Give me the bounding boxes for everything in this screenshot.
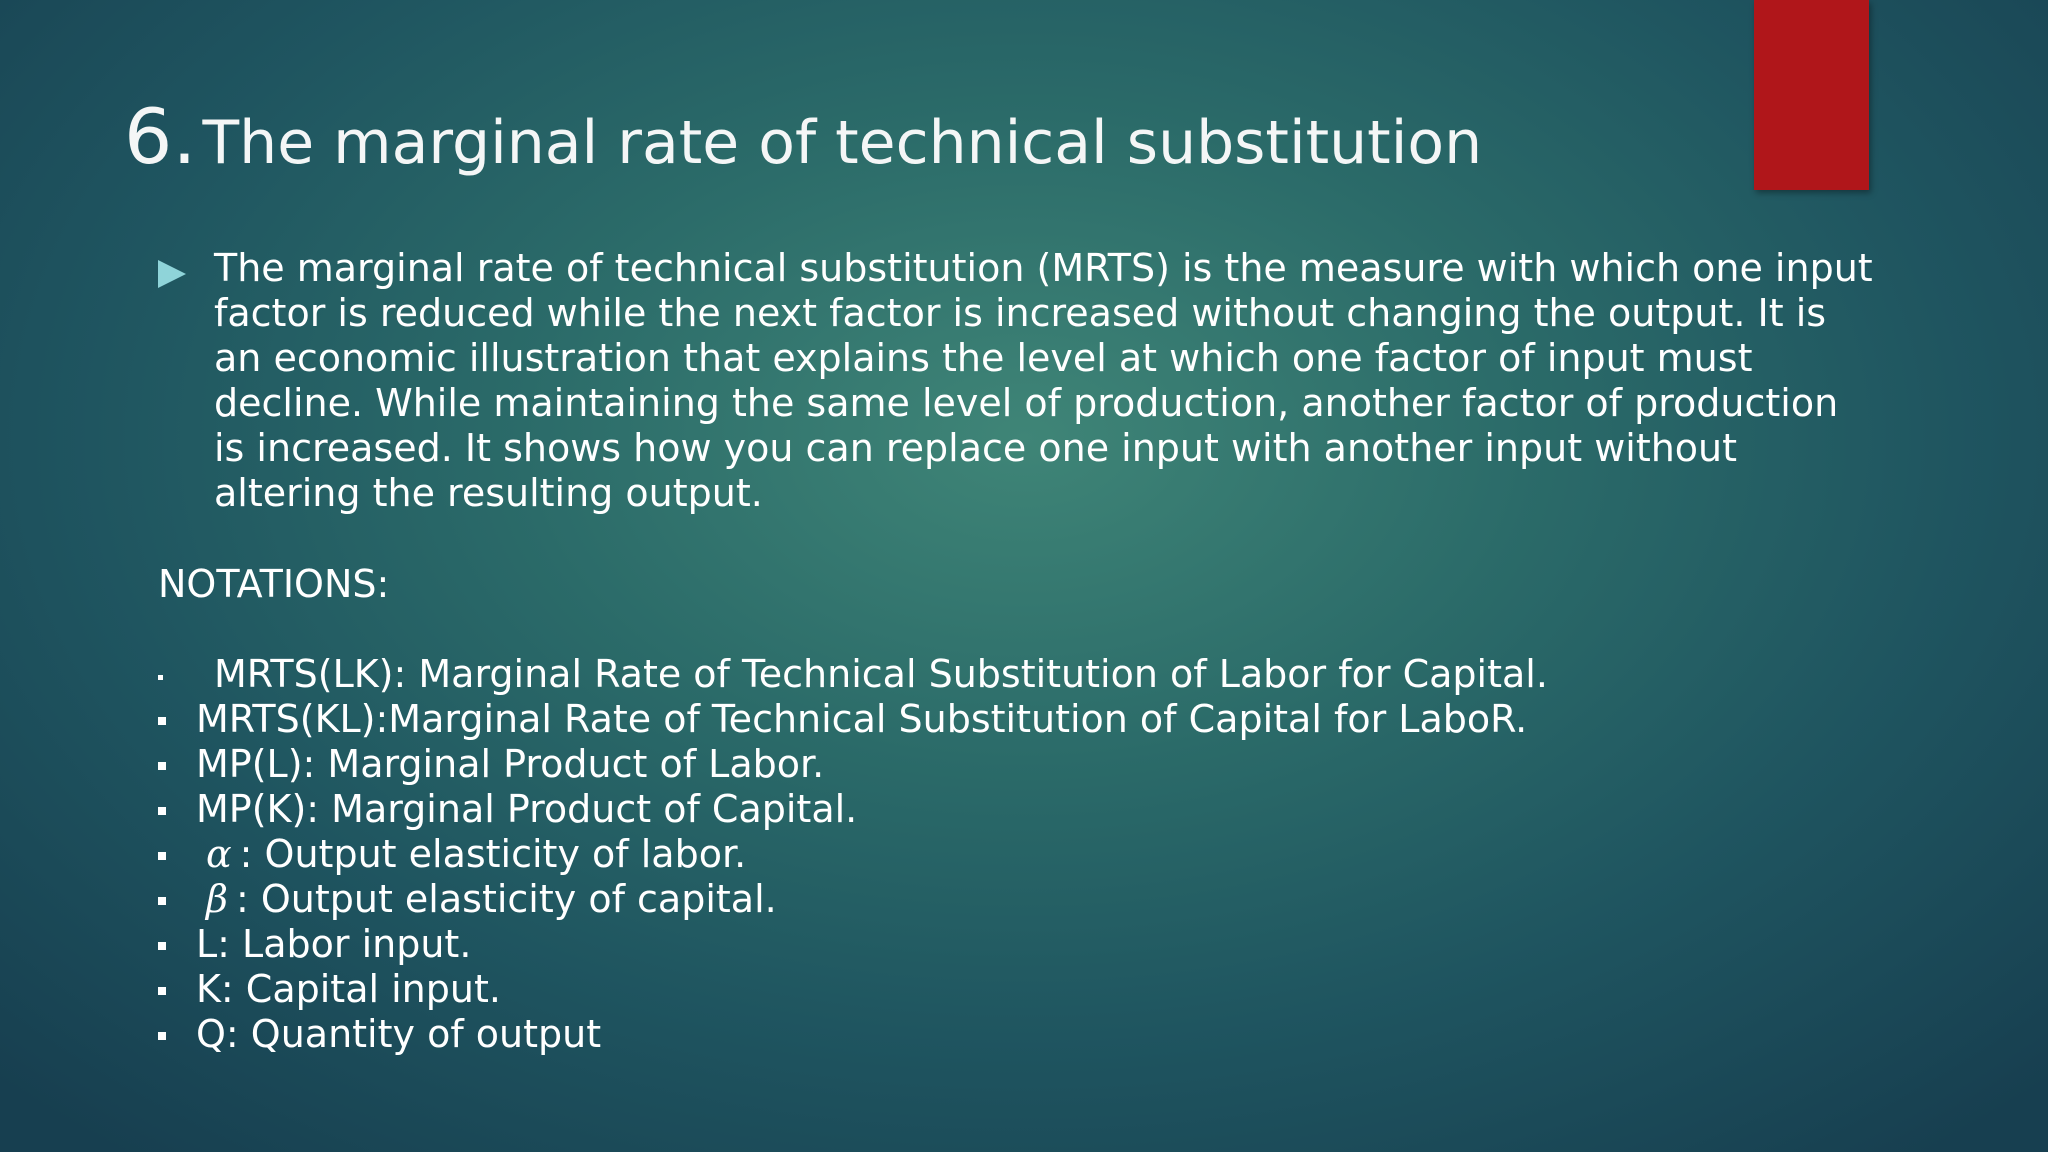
notation-text: : Output elasticity of capital.	[235, 877, 777, 921]
square-bullet-icon	[158, 675, 163, 680]
title-number: 6.	[124, 92, 197, 181]
notation-text: MRTS(KL):Marginal Rate of Technical Substitution of Capital for LaboR.	[196, 697, 1528, 741]
slide-title	[124, 92, 1684, 181]
notation-line	[196, 877, 777, 922]
notation-text: L: Labor input.	[196, 922, 472, 966]
arrow-bullet-icon	[158, 260, 186, 288]
list-item	[158, 742, 1858, 787]
square-bullet-icon	[158, 852, 166, 860]
notation-text: MRTS(LK): Marginal Rate of Technical Substitution of Labor for Capital.	[214, 652, 1548, 696]
list-item	[158, 832, 1858, 877]
notation-text: : Output elasticity of labor.	[239, 832, 747, 876]
list-item	[158, 697, 1858, 742]
title-text: The marginal rate of technical substitution	[202, 108, 1483, 178]
notation-text: Q: Quantity of output	[196, 1012, 602, 1056]
notations-list	[158, 652, 1858, 1057]
notation-text: K: Capital input.	[196, 967, 501, 1011]
list-item	[158, 877, 1858, 922]
notation-text: MP(L): Marginal Product of Labor.	[196, 742, 825, 786]
list-item	[158, 652, 1858, 697]
mrts-definition-text: The marginal rate of technical substitution (MRTS) is the measure with which one input factor is reduced while the next factor is increased without changing the output. It is an economic illustration that explains the level at which one factor of input must decline. While maintaining the same level of production, another factor of production is increased. It shows how you can replace one input with another input without altering the resulting output.	[214, 246, 1873, 515]
alpha-symbol: α	[206, 832, 232, 876]
list-item	[158, 967, 1858, 1012]
notation-text: MP(K): Marginal Product of Capital.	[196, 787, 858, 831]
square-bullet-icon	[158, 807, 166, 815]
square-bullet-icon	[158, 897, 166, 905]
square-bullet-icon	[158, 1032, 166, 1040]
square-bullet-icon	[158, 717, 166, 725]
notations-heading: NOTATIONS:	[158, 562, 390, 606]
square-bullet-icon	[158, 942, 166, 950]
mrts-definition-bullet	[158, 246, 1878, 516]
list-item	[158, 922, 1858, 967]
notation-line	[196, 832, 746, 877]
square-bullet-icon	[158, 987, 166, 995]
list-item	[158, 787, 1858, 832]
accent-bar	[1754, 0, 1869, 190]
square-bullet-icon	[158, 762, 166, 770]
list-item	[158, 1012, 1858, 1057]
beta-symbol: β	[206, 877, 228, 921]
